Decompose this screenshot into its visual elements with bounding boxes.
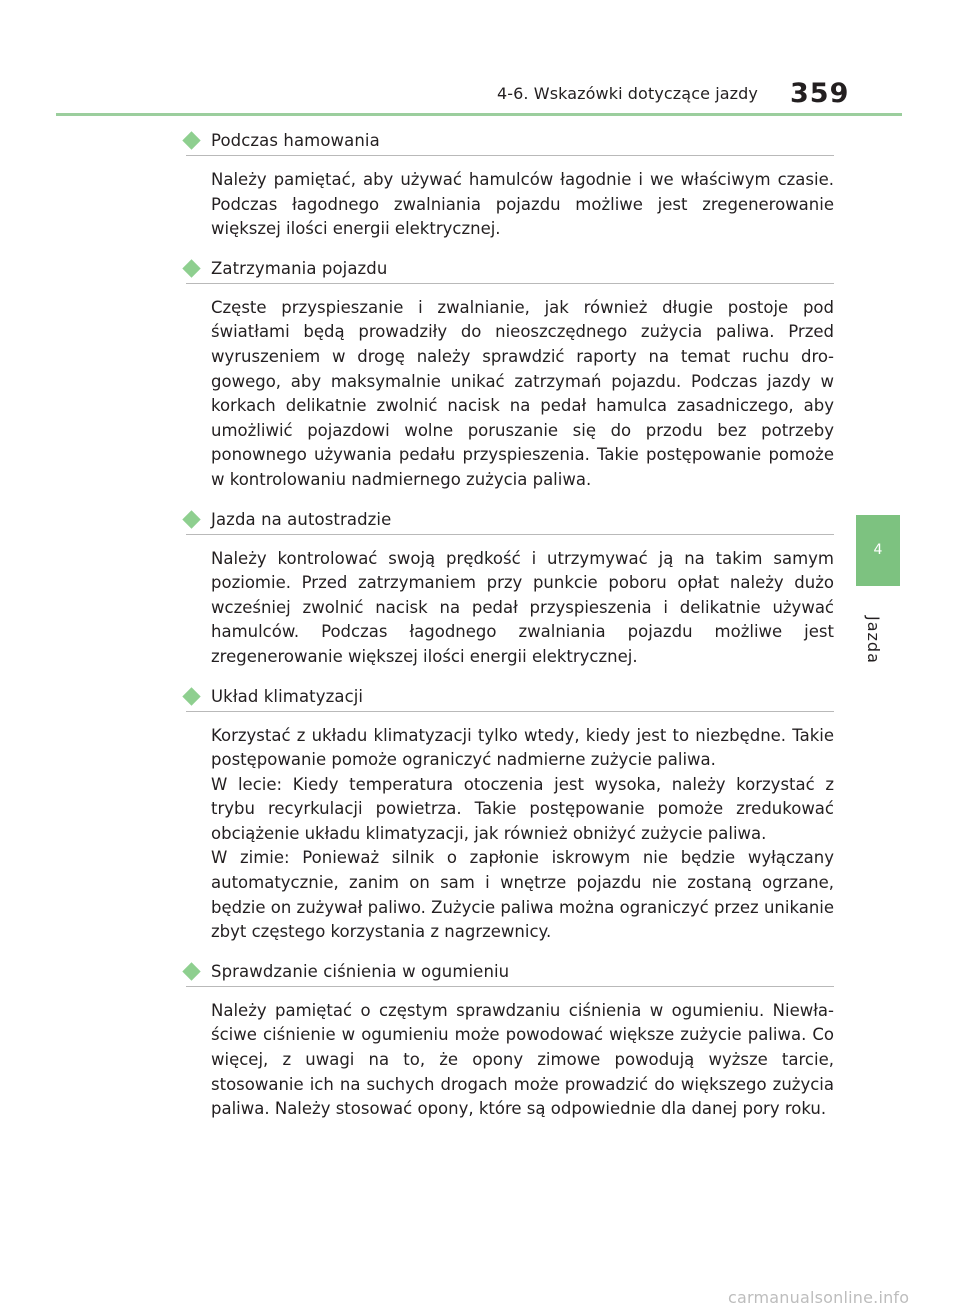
paragraph: Częste przyspieszanie i zwalnianie, jak również długie postoje pod światłami będą prowadziły do nieoszczędnego zużycia paliwa. Przed wyruszeniem w drogę należy sprawdzić raporty na temat ruchu drogowego, aby maksymalnie unikać zatrzymań pojazdu. Podczas jazdy w korkach delikatnie zwolnić nacisk na pedał hamulca zasadniczego, aby umożliwić pojazdowi wolne poruszanie się do przodu bez potrzeby ponownego używania pedału przyspieszenia. Takie postępowanie pomoże w kontrolowaniu nadmiernego zużycia paliwa. (211, 297, 834, 489)
section-body (211, 724, 834, 945)
page-number: 359 (790, 78, 850, 109)
paragraph: Korzystać z układu klimatyzacji tylko wtedy, kiedy jest to niezbędne. Takie postępowanie pomoże ograniczyć nadmierne zużycie paliwa. (211, 725, 834, 770)
diamond-bullet-icon (182, 962, 200, 980)
paragraph: Należy kontrolować swoją prędkość i utrzymywać ją na takim samym poziomie. Przed zatrzymaniem przy punkcie poboru opłat należy dużo wcześniej zwolnić nacisk na pedał przyspieszenia i delikatnie używać hamulców. Podczas łagodnego zwalniania pojazdu możliwe jest zregenerowanie większej ilości energii elektrycznej. (211, 548, 834, 666)
section-title: Jazda na autostradzie (211, 509, 392, 529)
section-air-conditioning (186, 682, 834, 945)
section-title: Zatrzymania pojazdu (211, 258, 388, 278)
section-body (211, 168, 834, 242)
section-heading (186, 254, 834, 284)
section-title: Sprawdzanie ciśnienia w ogumieniu (211, 961, 510, 981)
chapter-title: 4-6. Wskazówki dotyczące jazdy (496, 84, 758, 103)
section-braking (186, 126, 834, 242)
header-rule (56, 113, 902, 116)
section-body (211, 547, 834, 670)
diamond-bullet-icon (182, 687, 200, 705)
section-heading (186, 957, 834, 987)
section-title: Układ klimatyzacji (211, 686, 364, 706)
paragraph: Należy pamiętać, aby używać hamulców łagodnie i we właściwym czasie. Podczas łagodnego zwalniania pojazdu możliwe jest zregenerowanie większej ilości energii elektrycznej. (211, 170, 834, 239)
paragraph: W lecie: Kiedy temperatura otoczenia jest wysoka, należy korzystać z trybu recyrkulacji powietrza. Takie postępowanie pomoże zredukować obciążenie układu klimatyzacji, jak również obniżyć zużycie paliwa. (211, 774, 834, 843)
chapter-tab-number: 4 (873, 542, 883, 558)
section-heading (186, 126, 834, 156)
watermark: carmanualsonline.info (728, 1288, 910, 1307)
section-tire-pressure (186, 957, 834, 1122)
paragraph: W zimie: Ponieważ silnik o zapłonie iskrowym nie będzie wyłączany automatycznie, zanim on sam i wnętrze pojazdu nie zostaną ogrzane, będzie on zużywał paliwo. Zużycie paliwa można ograniczyć przez unikanie zbyt częstego korzystania z nagrzewnicy. (211, 848, 835, 942)
page-content (186, 126, 834, 1134)
diamond-bullet-icon (182, 259, 200, 277)
section-stops (186, 254, 834, 493)
chapter-tab-label: Jazda (864, 616, 883, 664)
section-highway (186, 505, 834, 670)
section-heading (186, 682, 834, 712)
section-heading (186, 505, 834, 535)
section-body (211, 296, 834, 493)
diamond-bullet-icon (182, 510, 200, 528)
chapter-tab[interactable] (856, 515, 900, 586)
diamond-bullet-icon (182, 131, 200, 149)
section-title: Podczas hamowania (211, 131, 380, 150)
paragraph: Należy pamiętać o częstym sprawdzaniu ciśnienia w ogumieniu. Niewłaściwe ciśnienie w ogumieniu może powodować większe zużycie paliwa. Co więcej, z uwagi na to, że opony zimowe powodują wyższe tarcie, stosowanie ich na suchych drogach może prowadzić do większego zużycia paliwa. Należy stosować opony, które są odpowiednie dla danej pory roku. (211, 1000, 834, 1119)
section-body (211, 999, 834, 1122)
